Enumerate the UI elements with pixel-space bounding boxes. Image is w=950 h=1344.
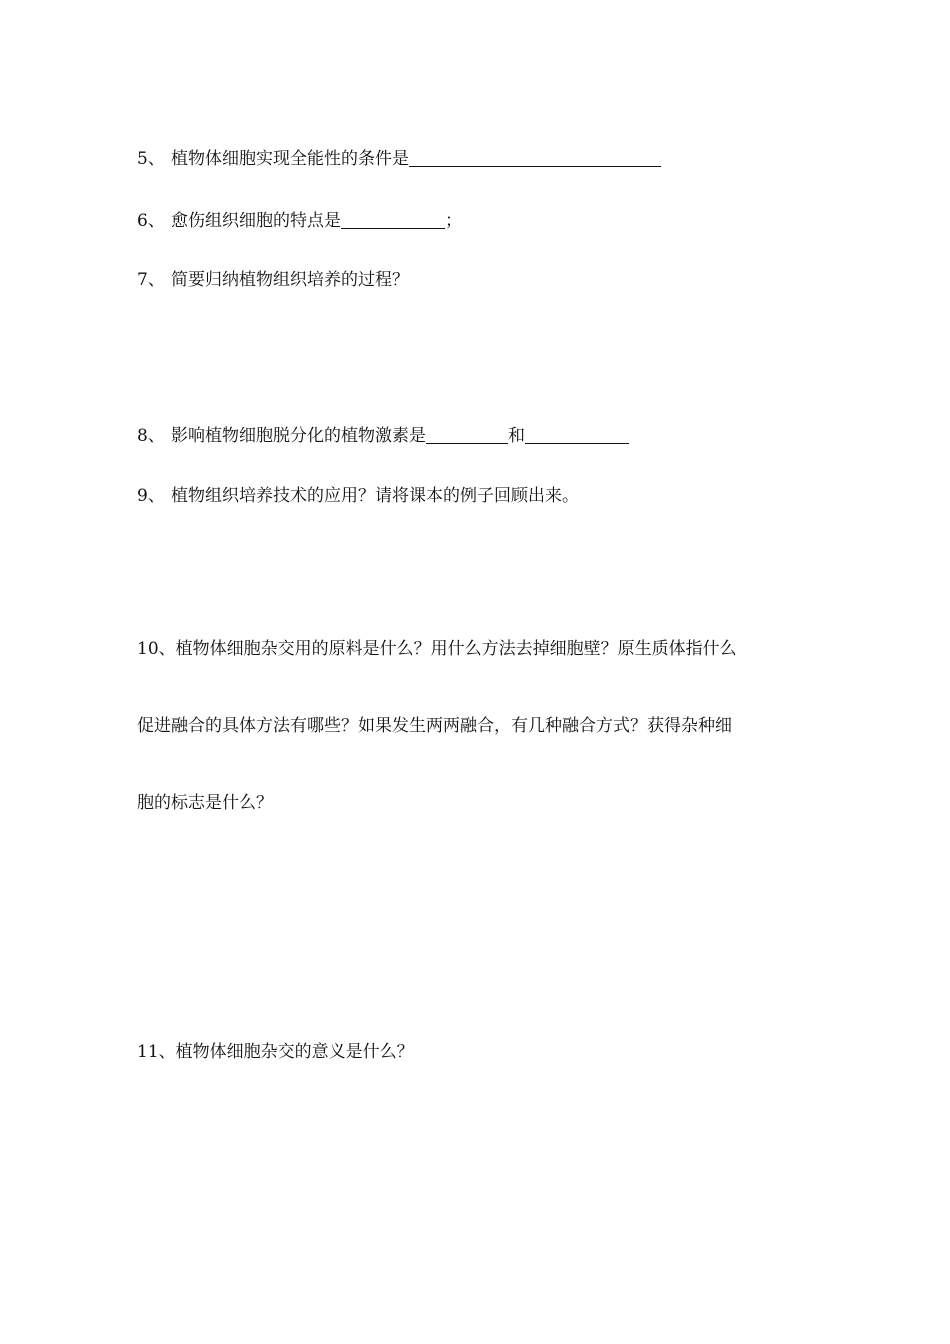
answer-blank-2[interactable] xyxy=(525,423,629,444)
question-middle-text: 和 xyxy=(508,426,525,446)
question-number: 10、 xyxy=(137,639,176,659)
question-text: 愈伤组织细胞的特点是 xyxy=(171,211,341,231)
answer-blank-1[interactable] xyxy=(426,423,508,444)
answer-blank[interactable] xyxy=(409,146,661,167)
question-10-line-2 xyxy=(137,714,732,738)
question-number: 7、 xyxy=(137,270,165,290)
question-number: 6、 xyxy=(137,211,165,231)
question-text: 影响植物细胞脱分化的植物激素是 xyxy=(171,426,426,446)
question-text: 促进融合的具体方法有哪些？如果发生两两融合，有几种融合方式？获得杂种细 xyxy=(137,716,732,736)
question-text: 简要归纳植物组织培养的过程？ xyxy=(171,270,409,290)
question-text: 植物组织培养技术的应用？请将课本的例子回顾出来。 xyxy=(171,486,579,506)
question-number: 11、 xyxy=(137,1042,176,1062)
question-5 xyxy=(137,146,661,171)
question-number: 9、 xyxy=(137,486,165,506)
question-number: 8、 xyxy=(137,426,165,446)
question-9 xyxy=(137,484,579,508)
question-suffix: ； xyxy=(445,211,462,231)
question-text: 植物体细胞杂交用的原料是什么？用什么方法去掉细胞壁？原生质体指什么 xyxy=(175,639,737,659)
question-10-line-3 xyxy=(137,791,273,815)
question-11 xyxy=(137,1040,414,1064)
question-text: 植物体细胞实现全能性的条件是 xyxy=(171,149,409,169)
answer-blank[interactable] xyxy=(341,208,445,229)
question-8 xyxy=(137,423,629,448)
question-10-line-1 xyxy=(137,637,737,661)
question-text: 胞的标志是什么？ xyxy=(137,793,273,813)
question-7 xyxy=(137,268,409,292)
question-number: 5、 xyxy=(137,149,165,169)
question-text: 植物体细胞杂交的意义是什么？ xyxy=(175,1042,414,1062)
question-6 xyxy=(137,208,462,233)
